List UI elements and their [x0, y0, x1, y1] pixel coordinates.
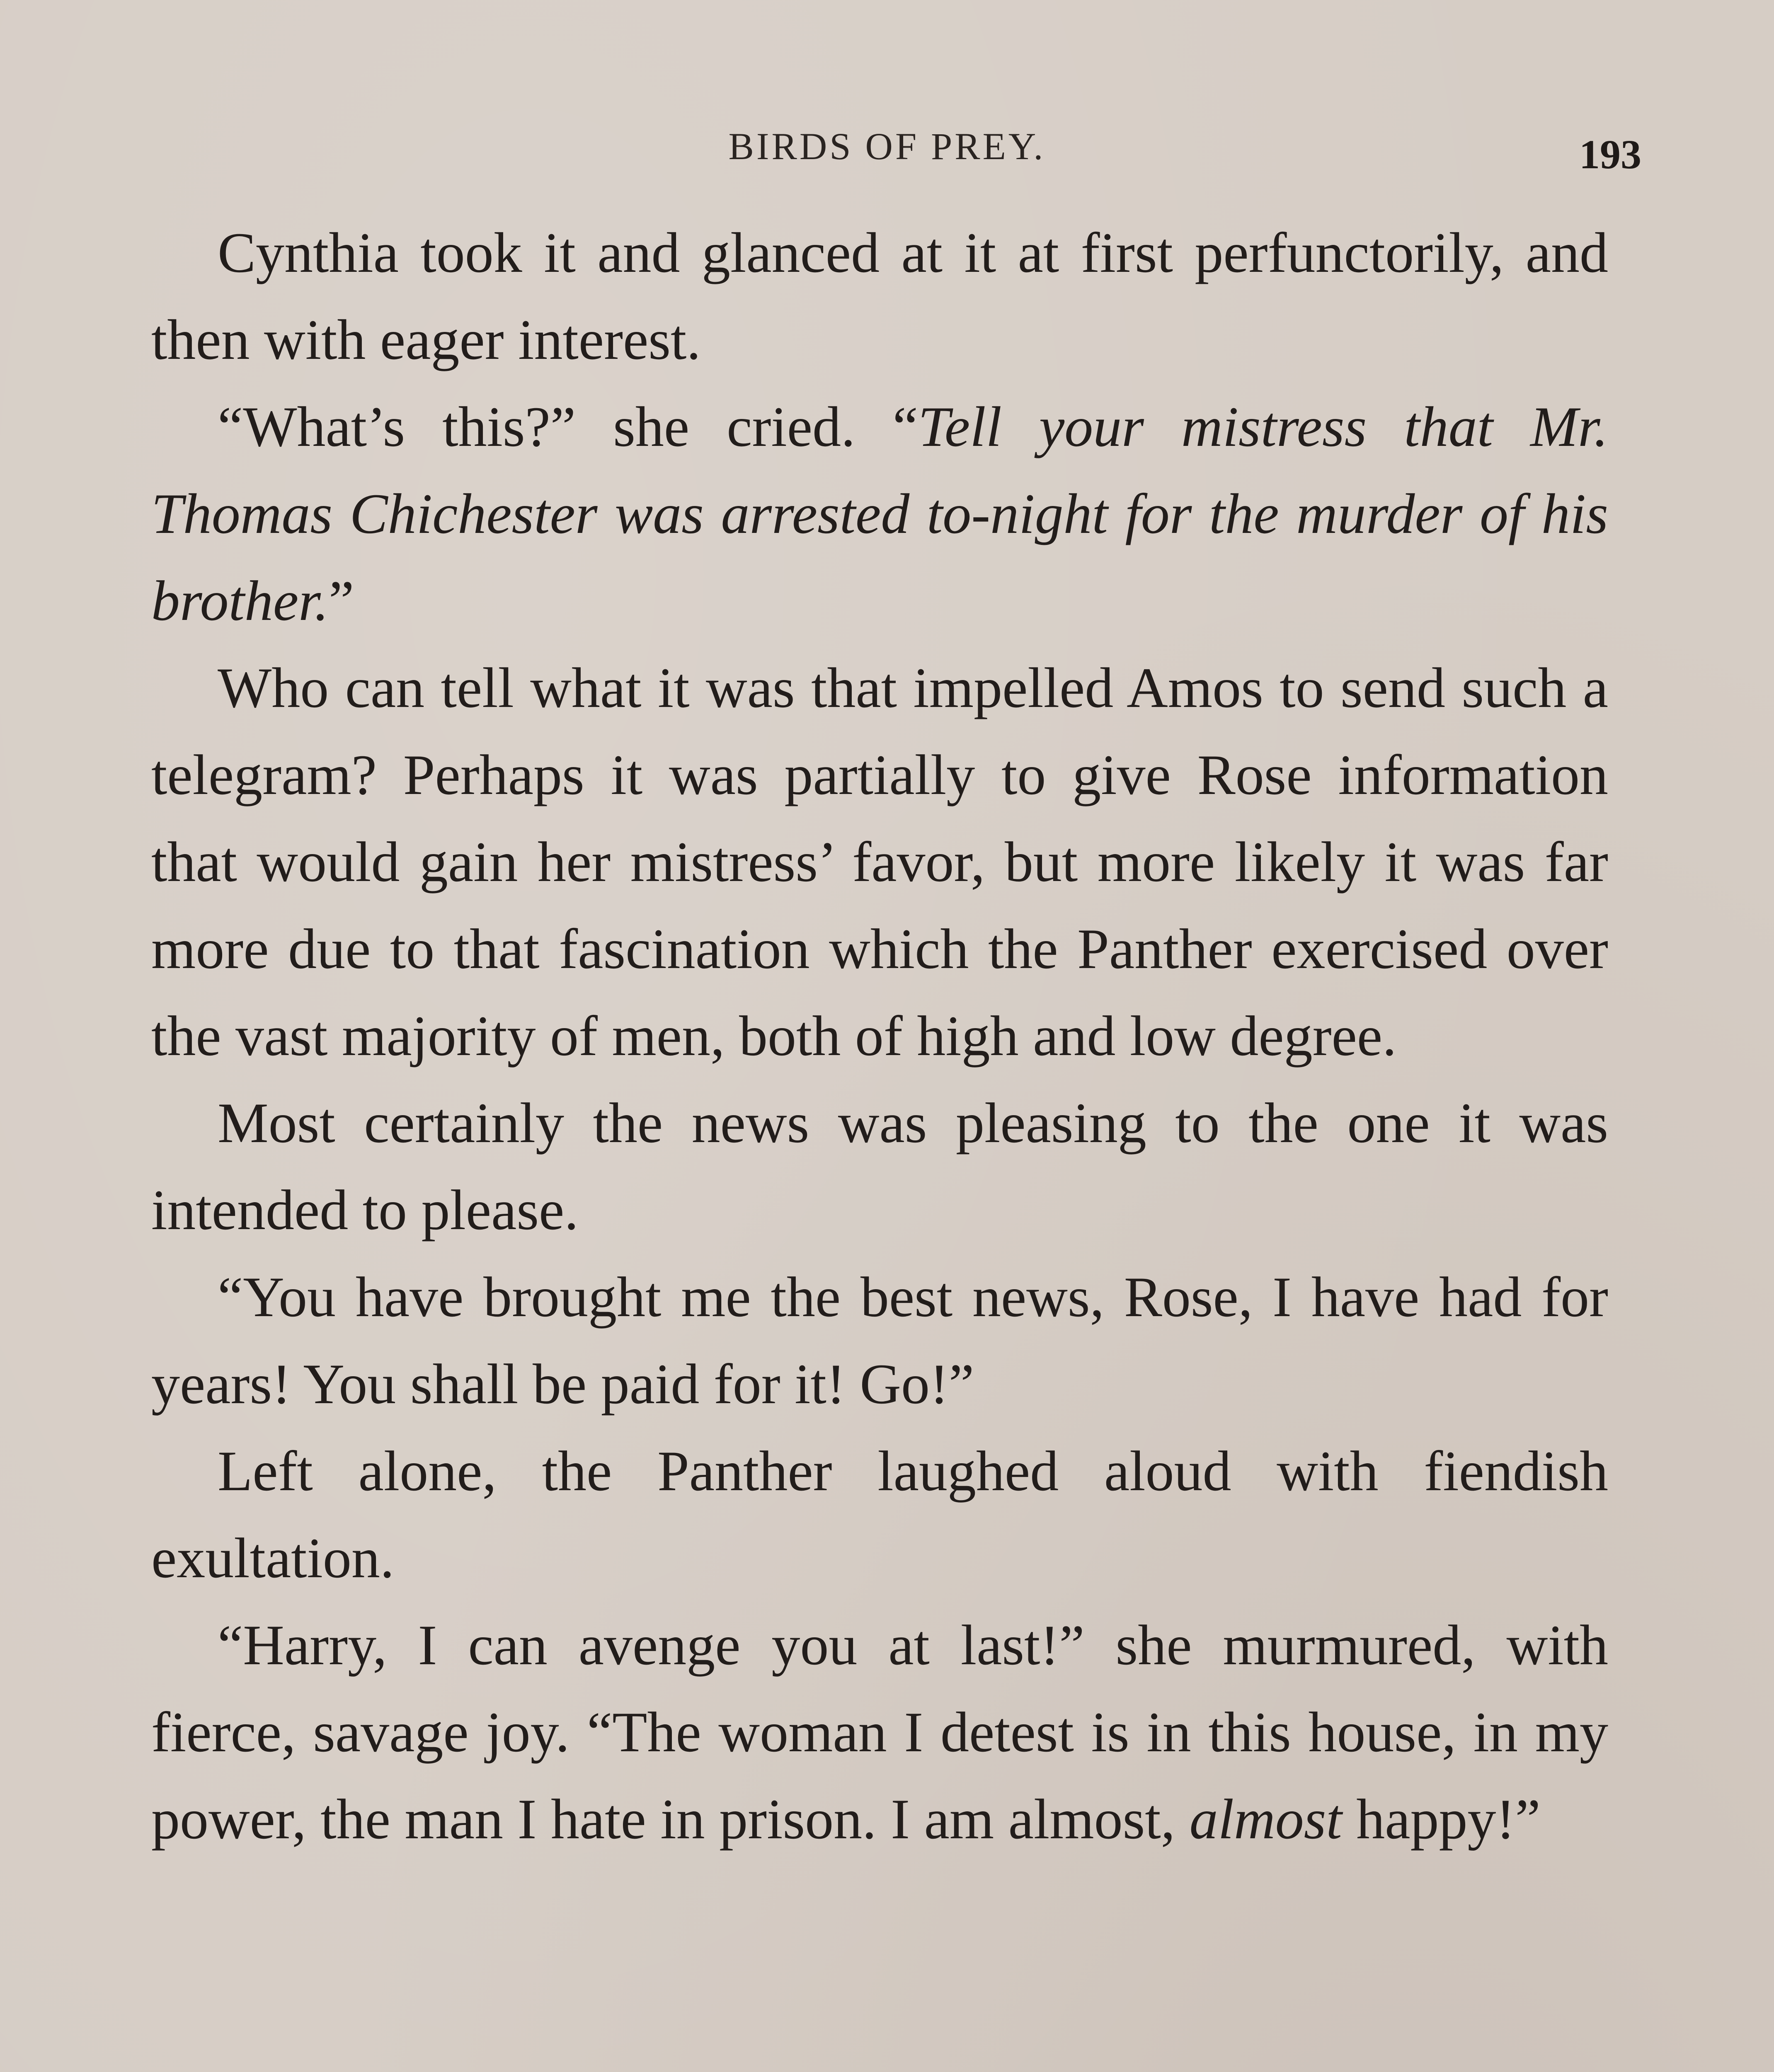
- paragraph: “You have brought me the best news, Rose, I have had for years! You shall be paid for it! Go!”: [151, 1265, 1608, 1416]
- paragraph: “Harry, I can avenge you at last!” she murmured, with fierce, savage joy. “The woman I detest is in this house, in my power, the man I hate in prison. I am almost, almost happy!”: [151, 1613, 1608, 1851]
- paragraph: Cynthia took it and glanced at it at first perfunctorily, and then with eager interest.: [151, 221, 1608, 371]
- paragraph: Who can tell what it was that impelled Amos to send such a telegram? Perhaps it was partially to give Rose information that would gain her mistress’ favor, but more likely it was far more due to that fascination which the Panther exercised over the vast majority of men, both of high and low degree.: [151, 656, 1608, 1067]
- body-text: [151, 209, 1608, 1863]
- paragraph: Most certainly the news was pleasing to the one it was intended to please.: [151, 1091, 1608, 1242]
- telegram-text: Tell your mistress that Mr. Thomas Chichester was arrested to-night for the murder of his brother.: [151, 395, 1608, 632]
- paragraph: “What’s this?” she cried. “Tell your mistress that Mr. Thomas Chichester was arrested to-night for the murder of his brother.”: [151, 395, 1608, 632]
- paragraph: Left alone, the Panther laughed aloud with fiendish exultation.: [151, 1439, 1608, 1590]
- emphasis: almost: [1189, 1787, 1342, 1851]
- running-title: BIRDS OF PREY.: [728, 125, 1046, 167]
- page-number: 193: [1579, 131, 1641, 177]
